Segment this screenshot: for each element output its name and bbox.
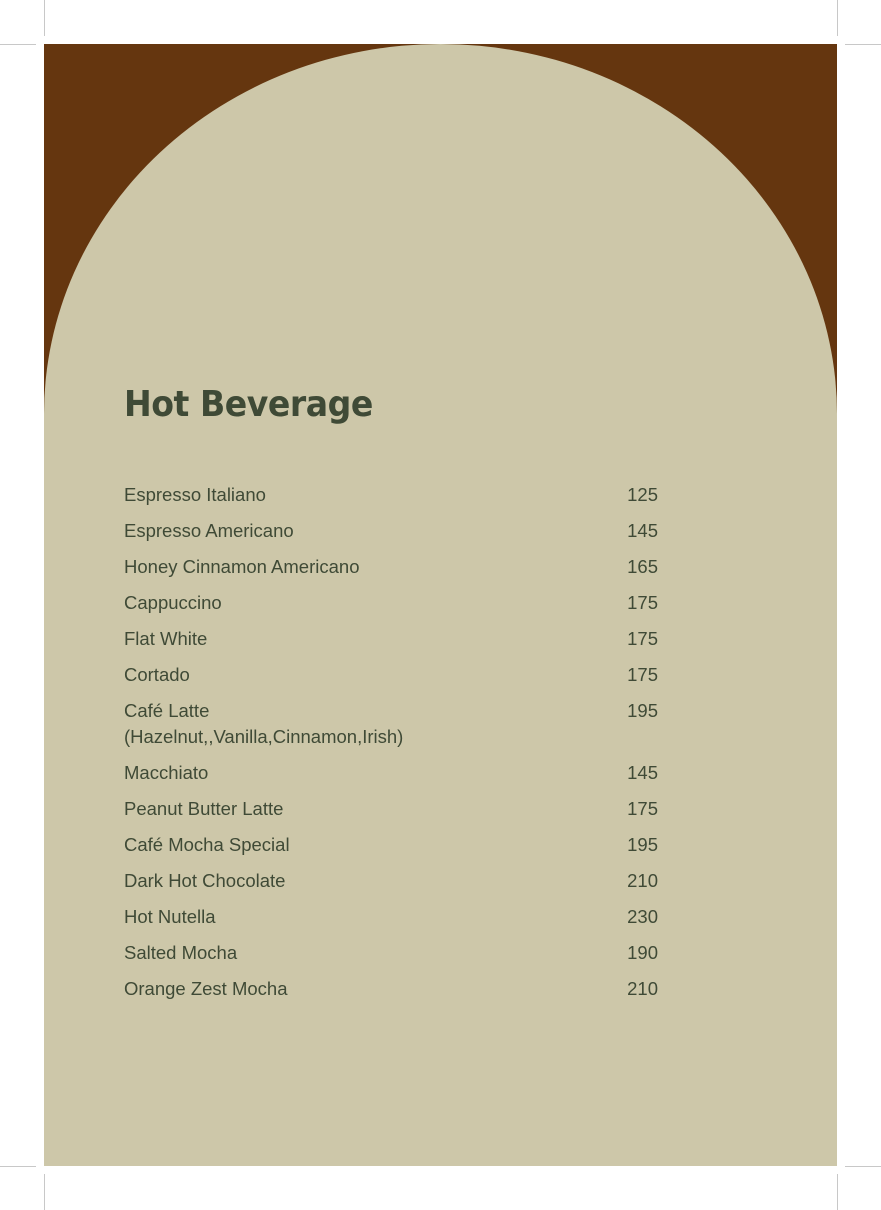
menu-item — [124, 760, 664, 786]
item-price: 165 — [627, 556, 658, 577]
menu-item — [124, 940, 664, 966]
item-name: Macchiato — [124, 762, 209, 783]
item-name: Honey Cinnamon Americano — [124, 556, 360, 577]
item-name: Cortado — [124, 664, 190, 685]
item-price: 175 — [627, 664, 658, 685]
menu-item — [124, 662, 664, 688]
item-name: Espresso Americano — [124, 520, 294, 541]
item-name: Hot Nutella — [124, 906, 216, 927]
item-name: Café Mocha Special — [124, 834, 290, 855]
menu-item — [124, 590, 664, 616]
crop-mark — [44, 0, 45, 36]
menu-item — [124, 904, 664, 930]
arch-background — [44, 44, 837, 1166]
item-name: Peanut Butter Latte — [124, 798, 284, 819]
item-price: 210 — [627, 978, 658, 999]
item-price: 195 — [627, 834, 658, 855]
menu-panel — [44, 44, 837, 1166]
crop-mark — [837, 1174, 838, 1210]
item-price: 175 — [627, 798, 658, 819]
section-title: Hot Beverage — [124, 384, 373, 425]
item-price: 195 — [627, 700, 658, 721]
item-name: Café Latte — [124, 700, 210, 721]
crop-mark — [0, 44, 36, 45]
item-price: 175 — [627, 628, 658, 649]
item-name: Dark Hot Chocolate — [124, 870, 286, 891]
item-price: 145 — [627, 762, 658, 783]
menu-item — [124, 796, 664, 822]
menu-item — [124, 832, 664, 858]
menu-item — [124, 554, 664, 580]
crop-mark — [0, 1166, 36, 1167]
item-name: Salted Mocha — [124, 942, 238, 963]
crop-mark — [845, 1166, 881, 1167]
item-name: Cappuccino — [124, 592, 222, 613]
menu-item — [124, 518, 664, 544]
item-name: Orange Zest Mocha — [124, 978, 288, 999]
item-note: (Hazelnut,,Vanilla,Cinnamon,Irish) — [124, 726, 404, 747]
menu-item — [124, 976, 664, 1002]
menu-item — [124, 868, 664, 894]
item-name: Espresso Italiano — [124, 484, 266, 505]
menu-list — [124, 482, 664, 1012]
item-price: 190 — [627, 942, 658, 963]
menu-item — [124, 626, 664, 652]
crop-mark — [837, 0, 838, 36]
crop-mark — [845, 44, 881, 45]
item-price: 145 — [627, 520, 658, 541]
item-price: 175 — [627, 592, 658, 613]
item-price: 230 — [627, 906, 658, 927]
item-name-group — [124, 698, 403, 750]
item-price: 125 — [627, 484, 658, 505]
item-price: 210 — [627, 870, 658, 891]
menu-item — [124, 698, 664, 750]
menu-item — [124, 482, 664, 508]
crop-mark — [44, 1174, 45, 1210]
item-name: Flat White — [124, 628, 208, 649]
